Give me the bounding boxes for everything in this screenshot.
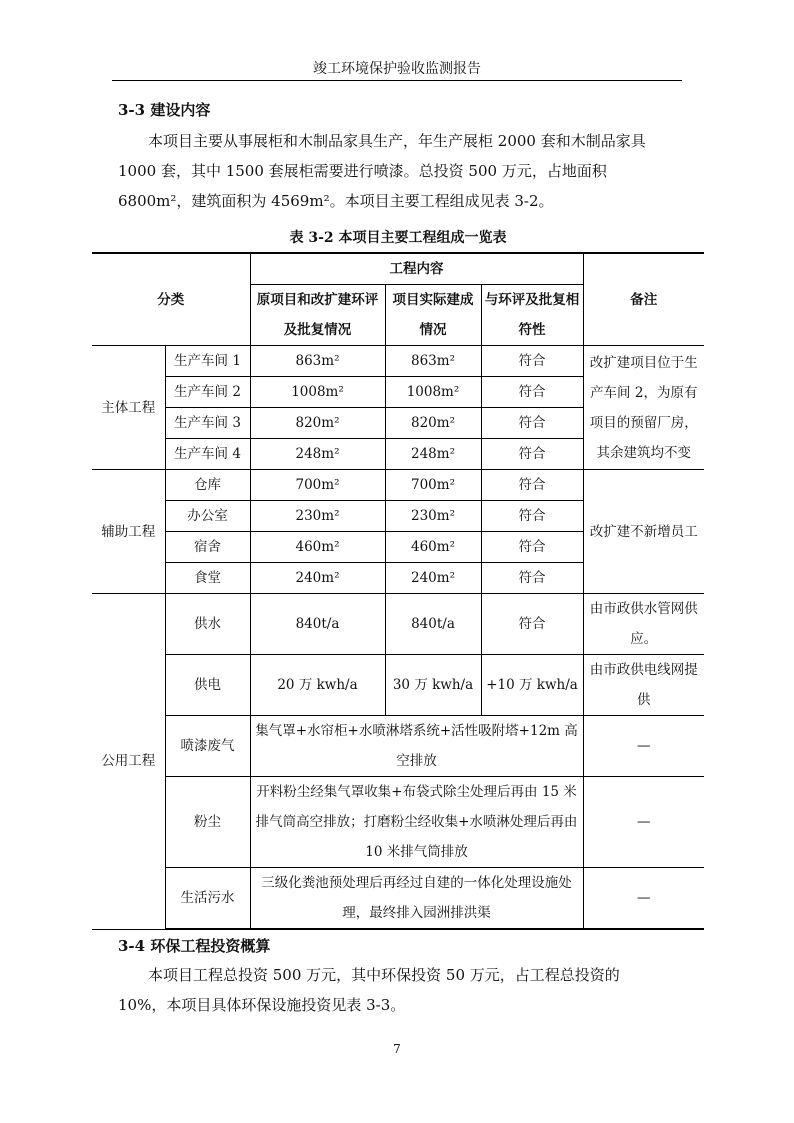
project-composition-table — [92, 252, 704, 930]
compliance-value: 符合 — [481, 532, 583, 563]
header-compliance: 与环评及批复相符性 — [481, 285, 583, 346]
compliance-value: 符合 — [481, 439, 583, 470]
item-name: 宿舍 — [165, 532, 250, 563]
header-remark: 备注 — [583, 253, 704, 346]
actual-value: 1008m² — [385, 377, 481, 408]
item-name: 喷漆废气 — [165, 716, 250, 777]
section-heading-3-3: 3-3 建设内容 — [118, 101, 211, 119]
header-category: 分类 — [92, 253, 250, 346]
actual-value: 230m² — [385, 501, 481, 532]
compliance-value: 符合 — [481, 501, 583, 532]
compliance-value: +10 万 kwh/a — [481, 655, 583, 716]
paragraph-line: 6800m²，建筑面积为 4569m²。本项目主要工程组成见表 3-2。 — [118, 192, 554, 210]
merged-content: 集气罩+水帘柜+水喷淋塔系统+活性吸附塔+12m 高空排放 — [250, 716, 583, 777]
section-3-3-paragraph — [118, 126, 646, 216]
item-name: 仓库 — [165, 470, 250, 501]
paragraph-line: 10%，本项目具体环保设施投资见表 3-3。 — [118, 996, 406, 1014]
original-value: 700m² — [250, 470, 385, 501]
section-heading-3-4: 3-4 环保工程投资概算 — [118, 937, 271, 955]
actual-value: 820m² — [385, 408, 481, 439]
compliance-value: 符合 — [481, 408, 583, 439]
compliance-value: 符合 — [481, 594, 583, 655]
item-name: 生产车间 3 — [165, 408, 250, 439]
header-actual: 项目实际建成情况 — [385, 285, 481, 346]
group-remark: 改扩建不新增员工 — [583, 470, 704, 594]
item-name: 生产车间 4 — [165, 439, 250, 470]
paragraph-line: 本项目工程总投资 500 万元，其中环保投资 50 万元，占工程总投资的 — [148, 966, 620, 984]
paragraph-line: 本项目主要从事展柜和木制品家具生产，年生产展柜 2000 套和木制品家具 — [148, 132, 646, 150]
group-name: 公用工程 — [92, 594, 165, 930]
merged-content: 开料粉尘经集气罩收集+布袋式除尘处理后再由 15 米排气筒高空排放；打磨粉尘经收集+水喷淋处理后再由 10 米排气筒排放 — [250, 777, 583, 868]
row-remark: — — [583, 868, 704, 930]
original-value: 248m² — [250, 439, 385, 470]
row-remark: — — [583, 777, 704, 868]
item-name: 生产车间 1 — [165, 346, 250, 377]
original-value: 840t/a — [250, 594, 385, 655]
actual-value: 248m² — [385, 439, 481, 470]
original-value: 230m² — [250, 501, 385, 532]
item-name: 供电 — [165, 655, 250, 716]
actual-value: 240m² — [385, 563, 481, 594]
original-value: 863m² — [250, 346, 385, 377]
compliance-value: 符合 — [481, 470, 583, 501]
page-header: 竣工环境保护验收监测报告 — [313, 61, 481, 77]
compliance-value: 符合 — [481, 377, 583, 408]
compliance-value: 符合 — [481, 563, 583, 594]
merged-content: 三级化粪池预处理后再经过自建的一体化处理设施处理，最终排入园洲排洪渠 — [250, 868, 583, 930]
table-caption: 表 3-2 本项目主要工程组成一览表 — [289, 230, 507, 246]
item-name: 供水 — [165, 594, 250, 655]
actual-value: 700m² — [385, 470, 481, 501]
item-name: 食堂 — [165, 563, 250, 594]
original-value: 1008m² — [250, 377, 385, 408]
item-name: 生活污水 — [165, 868, 250, 930]
item-name: 办公室 — [165, 501, 250, 532]
header-rule — [112, 80, 682, 81]
item-name: 粉尘 — [165, 777, 250, 868]
actual-value: 460m² — [385, 532, 481, 563]
group-name: 主体工程 — [92, 346, 165, 470]
original-value: 240m² — [250, 563, 385, 594]
item-name: 生产车间 2 — [165, 377, 250, 408]
compliance-value: 符合 — [481, 346, 583, 377]
header-group: 工程内容 — [250, 253, 583, 285]
row-remark: 由市政供水管网供应。 — [583, 594, 704, 655]
actual-value: 30 万 kwh/a — [385, 655, 481, 716]
original-value: 820m² — [250, 408, 385, 439]
row-remark: — — [583, 716, 704, 777]
group-remark: 改扩建项目位于生产车间 2，为原有项目的预留厂房，其余建筑均不变 — [583, 346, 704, 470]
paragraph-line: 1000 套，其中 1500 套展柜需要进行喷漆。总投资 500 万元，占地面积 — [118, 162, 607, 180]
header-original: 原项目和改扩建环评及批复情况 — [250, 285, 385, 346]
page-number: 7 — [393, 1042, 401, 1056]
row-remark: 由市政供电线网提供 — [583, 655, 704, 716]
original-value: 20 万 kwh/a — [250, 655, 385, 716]
actual-value: 863m² — [385, 346, 481, 377]
actual-value: 840t/a — [385, 594, 481, 655]
group-name: 辅助工程 — [92, 470, 165, 594]
original-value: 460m² — [250, 532, 385, 563]
section-3-4-paragraph — [118, 960, 620, 1020]
